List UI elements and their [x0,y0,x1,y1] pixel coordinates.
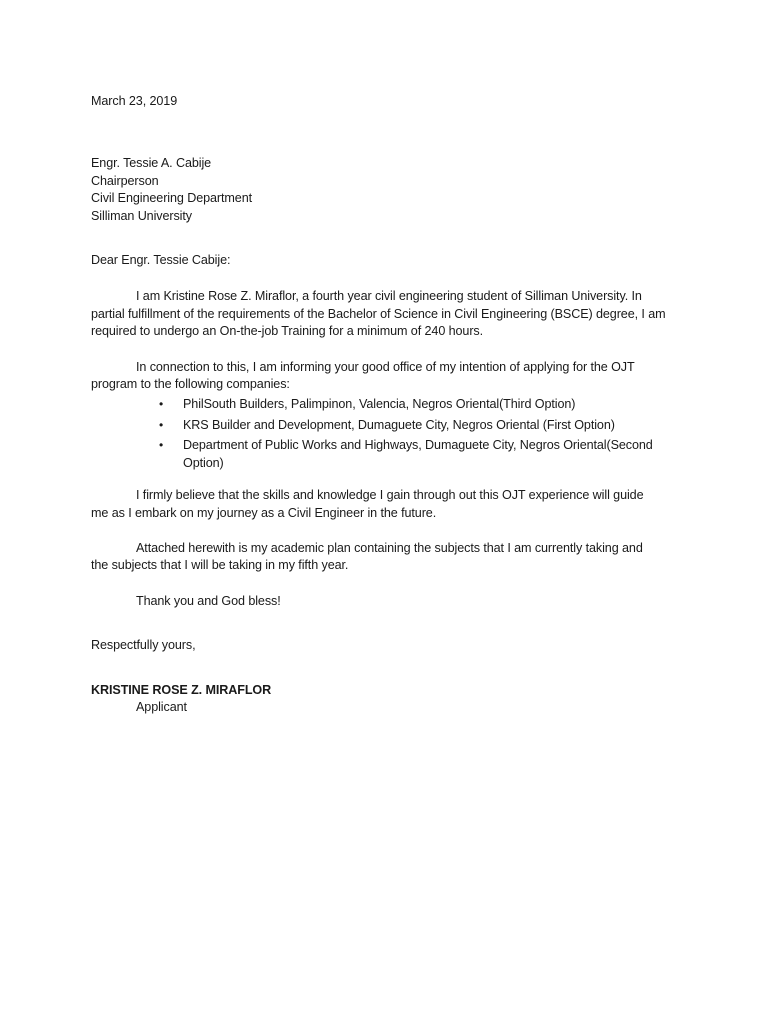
recipient-position: Chairperson [91,173,159,188]
recipient-name: Engr. Tessie A. Cabije [91,156,212,171]
bullet-icon: • [159,397,164,412]
signer-role: Applicant [136,699,187,714]
paragraph-belief [91,487,671,522]
signature-block [91,682,671,717]
paragraph-introduction [91,288,671,340]
list-item [91,417,671,434]
recipient-department: Civil Engineering Department [91,191,252,206]
paragraph-line: required to undergo an On-the-job Training for a minimum of 240 hours. [91,324,484,339]
paragraph-attachment [91,540,671,575]
list-item [91,437,671,472]
closing: Respectfully yours, [91,638,196,653]
recipient-block [91,155,671,225]
paragraph-line: partial fulfillment of the requirements of the Bachelor of Science in Civil Engineering (BSCE) degree, I am [91,306,666,321]
paragraph-line: me as I embark on my journey as a Civil Engineer in the future. [91,505,437,520]
bullet-icon: • [159,417,164,432]
recipient-institution: Silliman University [91,208,192,223]
salutation: Dear Engr. Tessie Cabije: [91,253,231,268]
paragraph-application [91,359,671,394]
paragraph-line: I am Kristine Rose Z. Miraflor, a fourth year civil engineering student of Silliman University. In [136,289,642,304]
company-line: Department of Public Works and Highways, Dumaguete City, Negros Oriental(Second [183,438,653,453]
letter-body [91,93,671,716]
company-line: KRS Builder and Development, Dumaguete City, Negros Oriental (First Option) [183,417,615,432]
company-list [91,396,671,472]
paragraph-line: the subjects that I will be taking in my fifth year. [91,558,349,573]
thanks-line: Thank you and God bless! [136,593,281,608]
paragraph-line: Attached herewith is my academic plan containing the subjects that I am currently taking and [136,540,643,555]
company-line: PhilSouth Builders, Palimpinon, Valencia, Negros Oriental(Third Option) [183,397,576,412]
paragraph-line: program to the following companies: [91,377,290,392]
paragraph-line: I firmly believe that the skills and knowledge I gain through out this OJT experience will guide [136,488,644,503]
paragraph-thanks [91,593,671,610]
list-item [91,396,671,413]
company-line: Option) [183,455,224,470]
signer-name: KRISTINE ROSE Z. MIRAFLOR [91,682,272,697]
paragraph-line: In connection to this, I am informing your good office of my intention of applying for the OJT [136,359,635,374]
bullet-icon: • [159,438,164,453]
letter-date: March 23, 2019 [91,94,178,108]
